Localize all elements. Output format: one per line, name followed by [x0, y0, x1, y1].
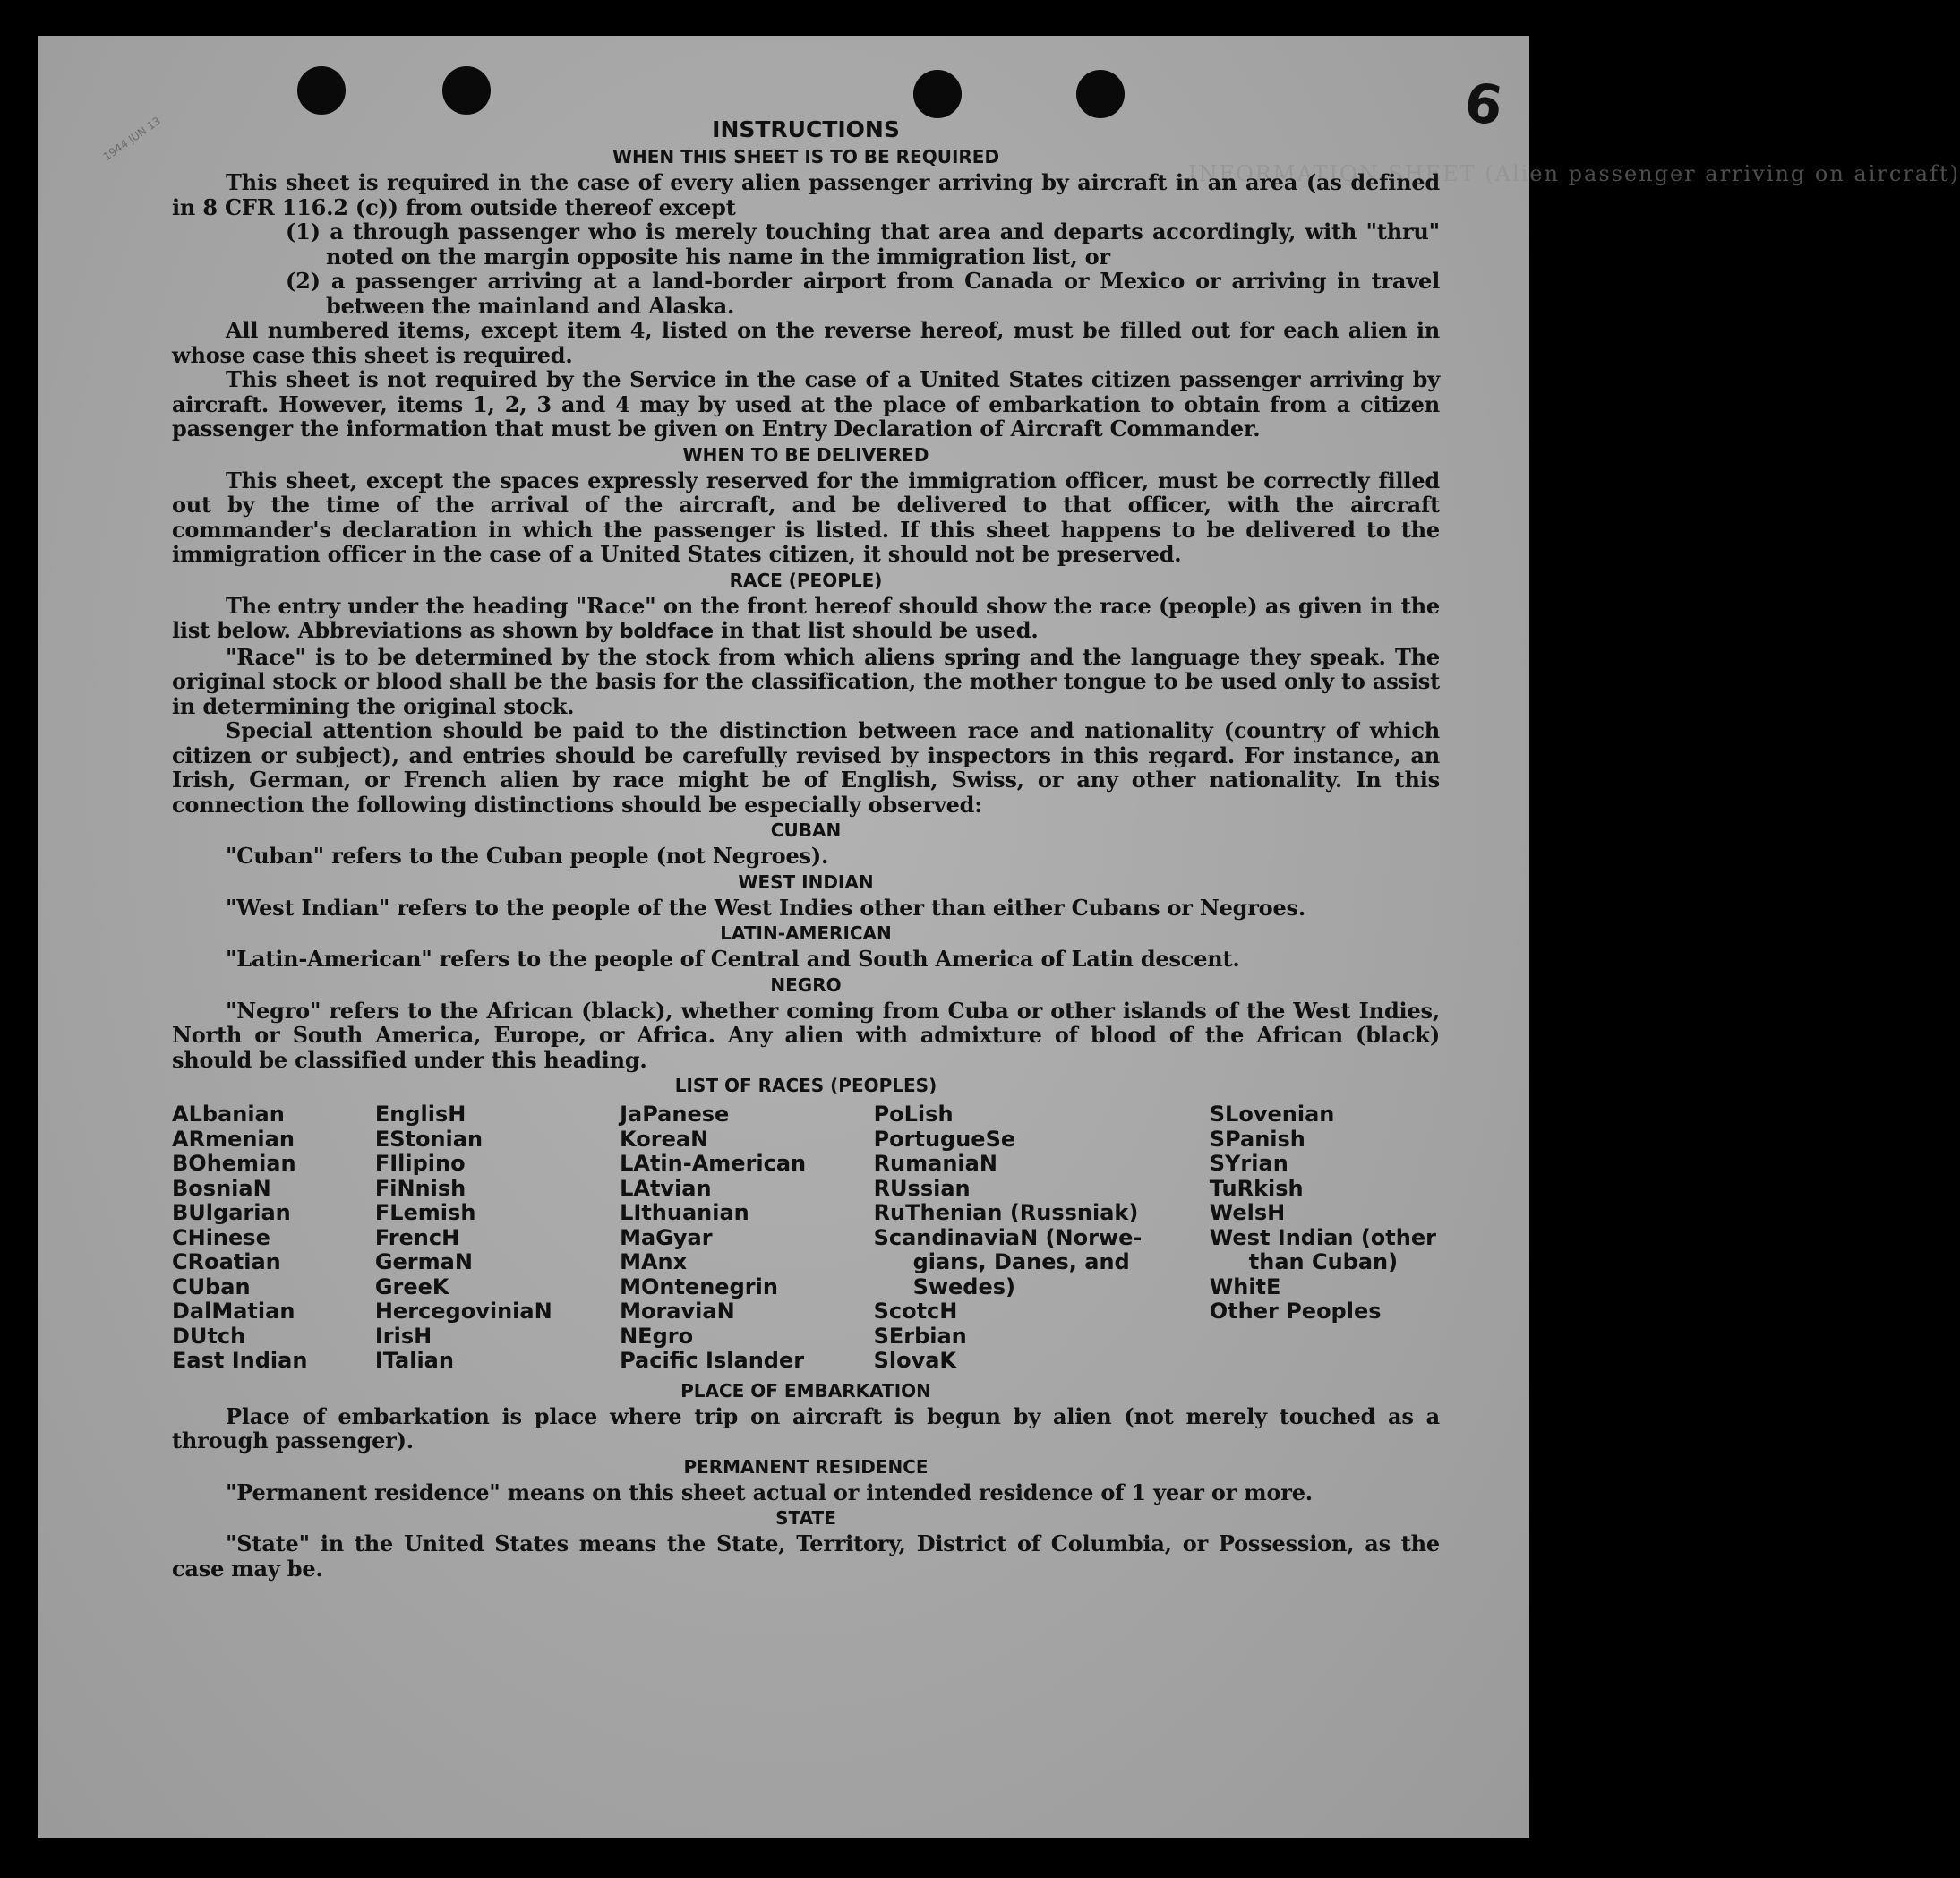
corner-mark: 6 — [1460, 71, 1507, 139]
paragraph: This sheet is required in the case of every alien passenger arriving by aircraft in an area (as defined in 8 CFR 116.2 (c)) from outside thereof except — [172, 169, 1440, 220]
race-entry: GreeK — [374, 1273, 449, 1299]
instructions-body — [172, 116, 1440, 1581]
race-entry: than Cuban) — [1248, 1249, 1399, 1274]
section-heading: NEGRO — [770, 973, 842, 996]
paragraph: "West Indian" refers to the people of the West Indies other than either Cubans or Negroes. — [226, 894, 1306, 921]
race-entry: GermaN — [374, 1249, 473, 1274]
race-entry: RuThenian (Russniak) — [873, 1200, 1139, 1225]
race-entry: SErbian — [873, 1323, 967, 1349]
race-entry: TuRkish — [1209, 1175, 1304, 1201]
paragraph: "Cuban" refers to the Cuban people (not Negroes). — [226, 843, 829, 869]
document-page — [38, 36, 1960, 1838]
race-entry: FLemish — [374, 1200, 476, 1225]
page-title: INSTRUCTIONS — [712, 116, 900, 142]
race-entry: gians, Danes, and — [912, 1249, 1130, 1274]
paragraph: "State" in the United States means the State, Territory, District of Columbia, or Possession, as the case may be. — [172, 1531, 1440, 1582]
race-entry: KoreaN — [620, 1126, 709, 1152]
race-entry: LAtvian — [620, 1175, 712, 1201]
paragraph: Special attention should be paid to the distinction between race and nationality (country of which citizen or subject), and entries should be carefully revised by inspectors in this regard. For instance, an Irish, German, or French alien by race might be of English, Swiss, or any other nationality. In this connection the following distinctions should be especially observed: — [172, 717, 1440, 818]
punch-hole — [1076, 70, 1125, 118]
race-entry: WhitE — [1209, 1273, 1281, 1299]
race-entry: RumaniaN — [873, 1151, 997, 1176]
race-entry: WelsH — [1209, 1200, 1286, 1225]
paragraph: "Latin-American" refers to the people of Central and South America of Latin descent. — [226, 946, 1240, 972]
race-entry: BUlgarian — [172, 1200, 291, 1225]
race-entry: RUssian — [873, 1175, 971, 1201]
section-heading: CUBAN — [770, 819, 842, 841]
race-entry: BosniaN — [172, 1175, 271, 1201]
race-entry: HercegoviniaN — [374, 1299, 552, 1324]
received-stamp: 1944 JUN 13 — [100, 114, 164, 164]
punch-hole — [297, 66, 346, 115]
boldface-word: boldface — [619, 621, 714, 643]
race-entry: CRoatian — [172, 1249, 281, 1274]
race-entry: FrencH — [374, 1224, 460, 1250]
race-entry: EnglisH — [374, 1102, 466, 1127]
race-entry: Pacific Islander — [620, 1348, 805, 1373]
race-entry: Other Peoples — [1209, 1299, 1382, 1324]
paragraph — [172, 594, 1440, 645]
race-entry: ALbanian — [172, 1102, 285, 1127]
race-entry: SLovenian — [1209, 1102, 1335, 1127]
races-column — [874, 1102, 1143, 1374]
race-entry: DalMatian — [172, 1299, 295, 1324]
race-entry: EStonian — [374, 1126, 484, 1152]
section-heading: WHEN THIS SHEET IS TO BE REQUIRED — [612, 146, 1000, 167]
punch-hole — [442, 66, 491, 115]
race-entry: FiNnish — [374, 1175, 466, 1201]
race-entry: MOntenegrin — [620, 1273, 778, 1299]
text-run: in that list should be used. — [721, 617, 1039, 643]
race-entry: MoraviaN — [620, 1299, 735, 1324]
paragraph: Place of embarkation is place where trip on aircraft is begun by alien (not merely touched as a through passenger). — [172, 1402, 1440, 1454]
paragraph: "Permanent residence" means on this sheet actual or intended residence of 1 year or more. — [226, 1479, 1313, 1505]
section-heading: WHEN TO BE DELIVERED — [682, 443, 929, 466]
list-item: (1) a through passenger who is merely touching that area and departs accordingly, with "thru" noted on the margin opposite his name in the immigration list, or — [286, 219, 1440, 270]
section-heading: PLACE OF EMBARKATION — [680, 1379, 931, 1402]
text-run: The entry under the heading "Race" on the front hereof should show the race (people) as given in the list below. Abbreviations as shown by — [172, 592, 1440, 643]
paragraph: "Race" is to be determined by the stock from which aliens spring and the language they speak. The original stock or blood shall be the basis for the classification, the mother tongue to be used only to assist in determining the original stock. — [172, 643, 1440, 719]
punch-hole — [913, 70, 962, 118]
section-heading: STATE — [775, 1507, 836, 1529]
race-entry: PoLish — [873, 1102, 954, 1127]
section-heading: LIST OF RACES (PEOPLES) — [674, 1075, 937, 1096]
race-entry: ScotcH — [873, 1299, 958, 1324]
race-entry: LAtin-American — [620, 1151, 807, 1176]
paragraph: This sheet, except the spaces expressly reserved for the immigration officer, must be correctly filled out by the time of the arrival of the aircraft, and be delivered to that officer, with the aircraft commander's declaration in which the passenger is listed. If this sheet happens to be delivered to the immigration officer in the case of a United States citizen, it should not be preserved. — [172, 467, 1440, 567]
section-heading: LATIN-AMERICAN — [720, 922, 892, 944]
race-entry: BOhemian — [172, 1151, 296, 1176]
race-entry: East Indian — [172, 1348, 308, 1373]
races-column — [1210, 1102, 1436, 1374]
race-entry: CUban — [172, 1273, 251, 1299]
race-entry: NEgro — [620, 1323, 694, 1349]
paragraph: All numbered items, except item 4, listed on the reverse hereof, must be filled out for each alien in whose case this sheet is required. — [172, 317, 1440, 368]
race-entry: FIlipino — [374, 1151, 466, 1176]
race-entry: MAnx — [620, 1249, 688, 1274]
paragraph: "Negro" refers to the African (black), whether coming from Cuba or other islands of the West Indies, North or South America, Europe, or Africa. Any alien with admixture of blood of the African (black) should be classified under this heading. — [172, 997, 1440, 1073]
section-heading: WEST INDIAN — [738, 870, 874, 893]
races-column — [620, 1102, 806, 1374]
race-entry: ITalian — [374, 1348, 454, 1373]
bleed-through-text: INFORMATION SHEET (Alien passenger arriving on aircraft) — [1188, 161, 1960, 186]
race-entry: JaPanese — [620, 1102, 730, 1127]
races-column — [375, 1102, 552, 1374]
race-entry: LIthuanian — [620, 1200, 749, 1225]
race-entry: SPanish — [1209, 1126, 1305, 1152]
race-entry: West Indian (other — [1209, 1224, 1436, 1250]
section-heading: RACE (PEOPLE) — [729, 569, 883, 591]
paragraph: This sheet is not required by the Service in the case of a United States citizen passenger arriving by aircraft. However, items 1, 2, 3 and 4 may by used at the place of embarkation to obtain from a citizen passenger the information that must be given on Entry Declaration of Aircraft Commander. — [172, 366, 1440, 442]
race-entry: MaGyar — [620, 1224, 713, 1250]
race-entry: ARmenian — [172, 1126, 295, 1152]
race-entry: ScandinaviaN (Norwe- — [873, 1224, 1143, 1250]
list-item: (2) a passenger arriving at a land-border airport from Canada or Mexico or arriving in travel between the mainland and Alaska. — [286, 268, 1440, 319]
section-heading: PERMANENT RESIDENCE — [683, 1455, 929, 1478]
races-list — [172, 1102, 1440, 1374]
race-entry: DUtch — [172, 1323, 246, 1349]
race-entry: Swedes) — [912, 1273, 1016, 1299]
race-entry: PortugueSe — [873, 1126, 1016, 1152]
race-entry: SYrian — [1209, 1151, 1288, 1176]
races-column — [172, 1102, 307, 1374]
race-entry: CHinese — [172, 1224, 270, 1250]
race-entry: IrisH — [374, 1323, 432, 1349]
race-entry: SlovaK — [873, 1348, 956, 1373]
